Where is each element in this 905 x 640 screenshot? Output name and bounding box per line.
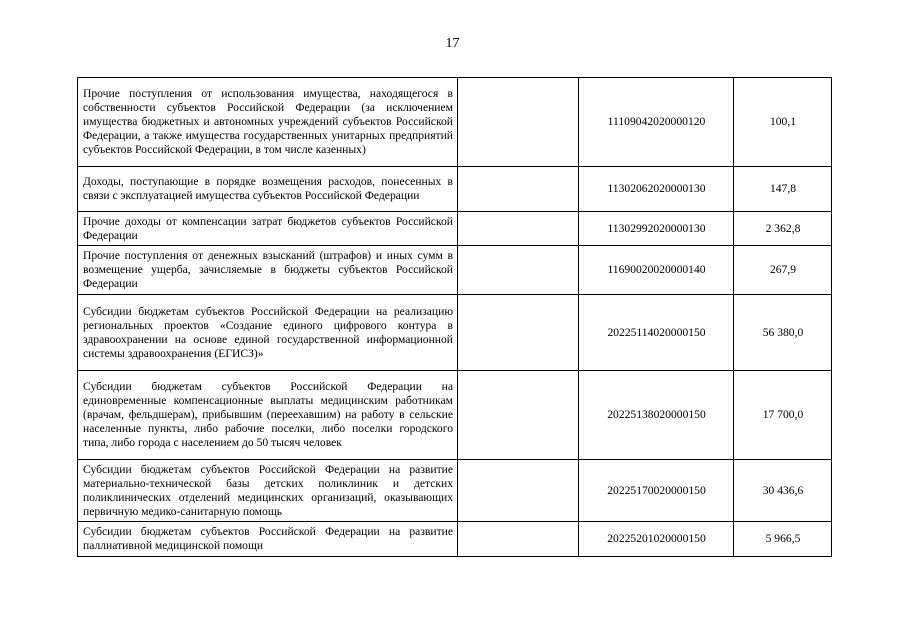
empty-cell <box>458 212 579 246</box>
table-row <box>78 522 832 557</box>
revenue-name-cell: Субсидии бюджетам субъектов Российской Федерации на развитие паллиативной медицинской помощи <box>78 522 458 557</box>
empty-cell <box>458 460 579 522</box>
budget-code-cell: 11302992020000130 <box>579 212 734 246</box>
budget-code-cell: 20225114020000150 <box>579 295 734 371</box>
empty-cell <box>458 78 579 167</box>
amount-cell: 56 380,0 <box>734 295 832 371</box>
empty-cell <box>458 167 579 212</box>
revenue-name-cell: Доходы, поступающие в порядке возмещения расходов, понесенных в связи с эксплуатацией имущества субъектов Российской Федерации <box>78 167 458 212</box>
table-row <box>78 246 832 295</box>
budget-code-cell: 11690020020000140 <box>579 246 734 295</box>
table-row <box>78 295 832 371</box>
revenue-name-cell: Прочие поступления от использования имущества, находящегося в собственности субъектов Российской Федерации (за исключением имущества бюджетных и автономных учреждений субъектов Российской Федерации, а также имущества государственных унитарных предприятий субъектов Российской Федерации, в том числе казенных) <box>78 78 458 167</box>
amount-cell: 30 436,6 <box>734 460 832 522</box>
table-row <box>78 78 832 167</box>
amount-cell: 5 966,5 <box>734 522 832 557</box>
budget-code-cell: 20225138020000150 <box>579 371 734 460</box>
table-row <box>78 167 832 212</box>
amount-cell: 147,8 <box>734 167 832 212</box>
budget-code-cell: 20225170020000150 <box>579 460 734 522</box>
empty-cell <box>458 246 579 295</box>
page-number: 17 <box>445 36 460 51</box>
amount-cell: 2 362,8 <box>734 212 832 246</box>
table-row <box>78 460 832 522</box>
revenue-name-cell: Субсидии бюджетам субъектов Российской Федерации на единовременные компенсационные выплаты медицинским работникам (врачам, фельдшерам), прибывшим (переехавшим) на работу в сельские населенные пункты, либо рабочие поселки, либо поселки городского типа, либо города с населением до 50 тысяч человек <box>78 371 458 460</box>
amount-cell: 267,9 <box>734 246 832 295</box>
budget-code-cell: 20225201020000150 <box>579 522 734 557</box>
budget-code-cell: 11109042020000120 <box>579 78 734 167</box>
empty-cell <box>458 522 579 557</box>
table-row <box>78 212 832 246</box>
budget-code-cell: 11302062020000130 <box>579 167 734 212</box>
empty-cell <box>458 295 579 371</box>
revenue-name-cell: Прочие доходы от компенсации затрат бюджетов субъектов Российской Федерации <box>78 212 458 246</box>
revenue-name-cell: Субсидии бюджетам субъектов Российской Федерации на развитие материально-технической базы детских поликлиник и детских поликлинических отделений медицинских организаций, оказывающих первичную медико-санитарную помощь <box>78 460 458 522</box>
revenue-table <box>77 77 832 557</box>
table-row <box>78 371 832 460</box>
empty-cell <box>458 371 579 460</box>
revenue-name-cell: Субсидии бюджетам субъектов Российской Федерации на реализацию региональных проектов «Создание единого цифрового контура в здравоохранении на основе единой государственной информационной системы здравоохранения (ЕГИСЗ)» <box>78 295 458 371</box>
amount-cell: 17 700,0 <box>734 371 832 460</box>
revenue-name-cell: Прочие поступления от денежных взысканий (штрафов) и иных сумм в возмещение ущерба, зачисляемые в бюджеты субъектов Российской Федерации <box>78 246 458 295</box>
amount-cell: 100,1 <box>734 78 832 167</box>
